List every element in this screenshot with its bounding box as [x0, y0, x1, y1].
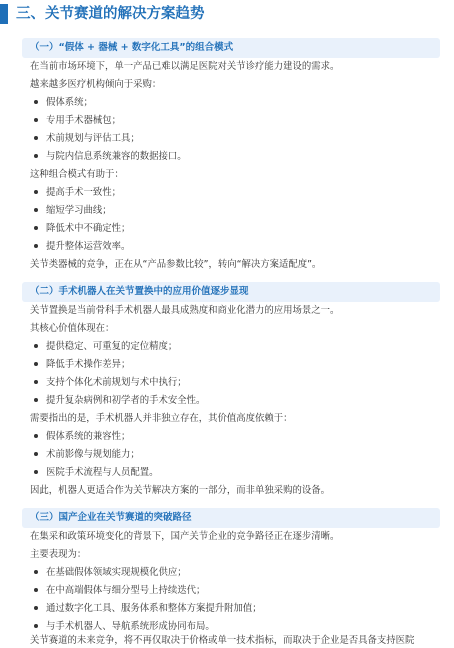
- bullet-icon: [34, 118, 38, 122]
- bullet-icon: [34, 100, 38, 104]
- bullet-icon: [34, 434, 38, 438]
- section-2-paragraph-3: 需要指出的是，手术机器人并非独立存在，其价值高度依赖于：: [30, 413, 293, 424]
- list-item: 通过数字化工具、服务体系和整体方案提升附加值；: [34, 602, 262, 616]
- list-item: 支持个体化术前规划与术中执行；: [34, 376, 187, 390]
- list-item: 提供稳定、可重复的定位精度；: [34, 340, 177, 354]
- section-3-header: [22, 508, 440, 528]
- bullet-icon: [34, 244, 38, 248]
- list-item: 与手术机器人、导航系统形成协同布局。: [34, 620, 215, 634]
- list-item: 降低术中不确定性；: [34, 222, 130, 236]
- section-1-paragraph-2: 越来越多医疗机构倾向于采购：: [30, 79, 162, 90]
- bullet-icon: [34, 208, 38, 212]
- section-2-paragraph-2: 其核心价值体现在：: [30, 323, 115, 334]
- bullet-icon: [34, 190, 38, 194]
- list-item: 降低手术操作差异；: [34, 358, 130, 372]
- bullet-icon: [34, 398, 38, 402]
- section-2-title: （二）手术机器人在关节置换中的应用价值逐步显现: [30, 286, 249, 297]
- list-item: 提升整体运营效率。: [34, 240, 130, 254]
- section-3-paragraph-2: 主要表现为：: [30, 549, 87, 560]
- section-2-header: [22, 282, 440, 302]
- bullet-icon: [34, 606, 38, 610]
- bullet-icon: [34, 154, 38, 158]
- section-2-paragraph-4: 因此，机器人更适合作为关节解决方案的一部分，而非单独采购的设备。: [30, 485, 331, 496]
- list-item: 术前影像与规划能力；: [34, 448, 140, 462]
- bullet-icon: [34, 226, 38, 230]
- section-1-paragraph-3: 这种组合模式有助于：: [30, 169, 124, 180]
- bullet-icon: [34, 470, 38, 474]
- bullet-icon: [34, 136, 38, 140]
- bullet-icon: [34, 452, 38, 456]
- heading-accent-bar: [0, 4, 8, 24]
- bullet-icon: [34, 362, 38, 366]
- list-item: 提升复杂病例和初学者的手术安全性。: [34, 394, 205, 408]
- bullet-icon: [34, 380, 38, 384]
- section-1-paragraph-4: 关节类器械的竞争，正在从“产品参数比较”，转向“解决方案适配度”。: [30, 259, 322, 270]
- list-item: 假体系统的兼容性；: [34, 430, 130, 444]
- section-3-paragraph-1: 在集采和政策环境变化的背景下，国产关节企业的竞争路径正在逐步清晰。: [30, 531, 340, 542]
- section-1-paragraph-1: 在当前市场环境下，单一产品已难以满足医院对关节诊疗能力建设的需求。: [30, 61, 340, 72]
- list-item: 医院手术流程与人员配置。: [34, 466, 159, 480]
- list-item: 假体系统；: [34, 96, 93, 110]
- page-heading: 三、关节赛道的解决方案趋势: [16, 6, 205, 22]
- section-3-paragraph-3: 关节赛道的未来竞争，将不再仅取决于价格或单一技术指标，而取决于企业是否具备支持医院: [30, 635, 415, 646]
- section-2-paragraph-1: 关节置换是当前骨科手术机器人最具成熟度和商业化潜力的应用场景之一。: [30, 305, 340, 316]
- section-3-title: （三）国产企业在关节赛道的突破路径: [30, 512, 192, 523]
- bullet-icon: [34, 588, 38, 592]
- list-item: 缩短学习曲线；: [34, 204, 112, 218]
- list-item: 专用手术器械包；: [34, 114, 121, 128]
- bullet-icon: [34, 344, 38, 348]
- list-item: 在中高端假体与细分型号上持续迭代；: [34, 584, 205, 598]
- section-1-header: [22, 38, 440, 58]
- list-item: 在基础假体领域实现规模化供应；: [34, 566, 187, 580]
- list-item: 与院内信息系统兼容的数据接口。: [34, 150, 187, 164]
- list-item: 术前规划与评估工具；: [34, 132, 140, 146]
- bullet-icon: [34, 570, 38, 574]
- section-1-title: （一）“假体 + 器械 + 数字化工具”的组合模式: [30, 42, 234, 53]
- list-item: 提高手术一致性；: [34, 186, 121, 200]
- bullet-icon: [34, 624, 38, 628]
